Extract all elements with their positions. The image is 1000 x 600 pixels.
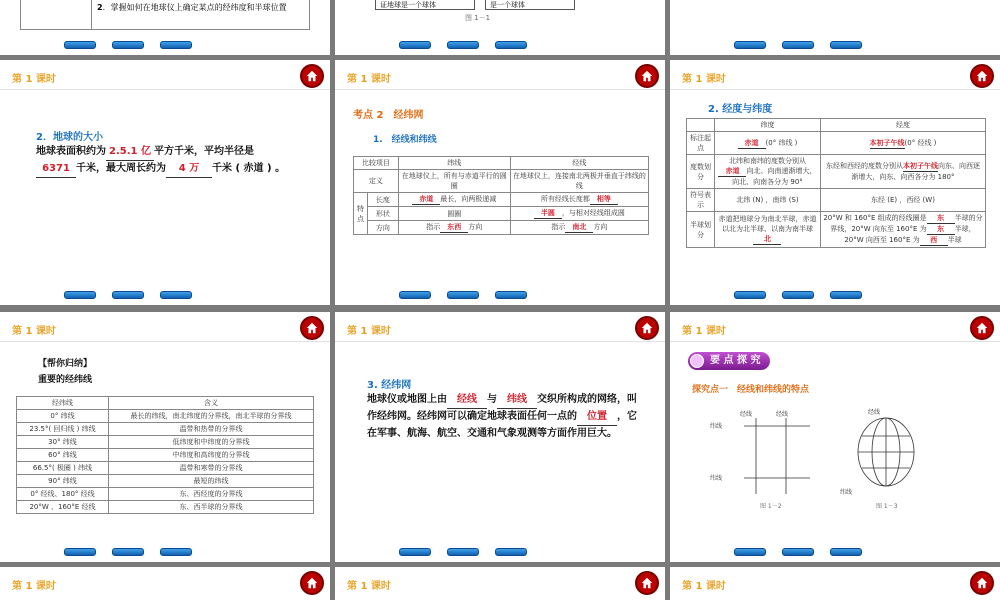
- return-button[interactable]: [830, 291, 862, 299]
- home-button[interactable]: [635, 316, 659, 340]
- home-icon: [305, 69, 319, 83]
- grid-paragraph: 地球仪或地图上由 经线 与 纬线 交织所构成的网络，叫作经纬网。经纬网可以确定地球表面任何一点的 位置 ，它在军事、航海、航空、交通和气象观测等方面作用巨大。: [367, 394, 637, 439]
- home-button[interactable]: [970, 64, 994, 88]
- next-button[interactable]: [112, 548, 144, 556]
- lesson-label: 第 1 课时: [682, 581, 726, 592]
- lesson-label: 第 1 课时: [682, 326, 726, 337]
- home-icon: [640, 321, 654, 335]
- table-row: 30° 纬线 低纬度和中纬度的分界线: [17, 436, 314, 449]
- fig1-lon-label-a: 经线: [740, 411, 753, 418]
- table-row: 0° 经线、180° 经线 东、西经度的分界线: [17, 488, 314, 501]
- home-button[interactable]: [300, 64, 324, 88]
- earth-size-text: 地球表面积约为 2.5.1 亿 平方千米，平均半径是 6371 千米，最大周长约为 4 万 千米 ( 赤道 ) 。: [36, 144, 306, 178]
- home-button[interactable]: [635, 64, 659, 88]
- answer-area: 2.5.1 亿: [106, 144, 154, 161]
- lesson-label: 第 1 课时: [682, 74, 726, 85]
- home-button[interactable]: [970, 571, 994, 595]
- slide-12[interactable]: [670, 567, 1000, 600]
- prev-button[interactable]: [734, 291, 766, 299]
- prev-button[interactable]: [64, 41, 96, 49]
- fig1-lat-label-b: 纬线: [710, 475, 723, 482]
- table-row: 20°W 、160°E 经线 东、西半球的分界线: [17, 501, 314, 514]
- slide-3[interactable]: [670, 0, 1000, 55]
- table-row: 60° 纬线 中纬度和高纬度的分界线: [17, 449, 314, 462]
- objective-text: ．掌握如何在地球仪上确定某点的经纬度和半球位置: [102, 3, 287, 12]
- nav-bar: [399, 41, 527, 49]
- home-icon: [305, 321, 319, 335]
- return-button[interactable]: [495, 291, 527, 299]
- home-icon: [640, 576, 654, 590]
- lesson-label: 第 1 课时: [12, 581, 56, 592]
- table-row: 66.5°( 极圈 ) 纬线 温带和寒带的分界线: [17, 462, 314, 475]
- slide-1[interactable]: [0, 0, 330, 55]
- lesson-label: 第 1 课时: [12, 74, 56, 85]
- grid-figures: [700, 404, 990, 514]
- figure-caption: 图 1－1: [465, 14, 491, 22]
- topic-subtitle: 探究点一 经线和纬线的特点: [692, 385, 810, 395]
- return-button[interactable]: [160, 548, 192, 556]
- slide-5[interactable]: [335, 60, 665, 305]
- home-button[interactable]: [970, 316, 994, 340]
- home-icon: [975, 69, 989, 83]
- next-button[interactable]: [447, 41, 479, 49]
- next-button[interactable]: [112, 41, 144, 49]
- return-button[interactable]: [495, 41, 527, 49]
- return-button[interactable]: [160, 41, 192, 49]
- answer-radius: 6371: [36, 161, 76, 178]
- nav-bar: [64, 41, 192, 49]
- figure-caption-1: 图 1－2: [760, 503, 782, 510]
- slide-10[interactable]: [0, 567, 330, 600]
- nav-bar: [399, 291, 527, 299]
- nav-bar: [734, 41, 862, 49]
- objective-number: 2: [97, 3, 103, 12]
- home-button[interactable]: [635, 571, 659, 595]
- return-button[interactable]: [495, 548, 527, 556]
- flow-box-2: 是一个球体: [485, 0, 575, 10]
- slide-11[interactable]: [335, 567, 665, 600]
- next-button[interactable]: [782, 548, 814, 556]
- prev-button[interactable]: [399, 548, 431, 556]
- slide-7[interactable]: [0, 312, 330, 562]
- section-title: 3. 经纬网: [367, 380, 412, 391]
- answer-circumference: 4 万: [166, 161, 212, 178]
- return-button[interactable]: [830, 548, 862, 556]
- slide-2[interactable]: [335, 0, 665, 55]
- next-button[interactable]: [782, 291, 814, 299]
- table-row: 90° 纬线 最短的纬线: [17, 475, 314, 488]
- important-lines-table: 经纬线 含义 0° 纬线 最长的纬线，南北纬度的分界线，南北半球的分界线 23.5°( 回归线 ) 纬线 温带和热带的分界线 30° 纬线 低纬度和中纬度的分界线 60° 纬线 中纬度和高纬度的分界线 66.5°( 极圈 ) 纬线 温带和寒带的分界线 90° 纬线 最短的纬线 0° 经线、180° 经线 东、西经度的分界线 20°W 、160°E 经线 东、西半球的分界线: [16, 396, 314, 514]
- flow-box-1: 证地球是一个球体: [375, 0, 475, 10]
- nav-bar: [64, 291, 192, 299]
- prev-button[interactable]: [734, 548, 766, 556]
- lesson-label: 第 1 课时: [347, 581, 391, 592]
- lesson-label: 第 1 课时: [347, 326, 391, 337]
- next-button[interactable]: [112, 291, 144, 299]
- prev-button[interactable]: [399, 41, 431, 49]
- sub-heading: 1. 经线和纬线: [373, 135, 437, 145]
- home-icon: [305, 576, 319, 590]
- fig2-lat-label: 纬线: [840, 489, 853, 496]
- home-icon: [640, 69, 654, 83]
- summary-title: 重要的经纬线: [38, 375, 93, 385]
- fig1-lat-label-a: 纬线: [710, 423, 723, 430]
- table-row: 23.5°( 回归线 ) 纬线 温带和热带的分界线: [17, 423, 314, 436]
- return-button[interactable]: [160, 291, 192, 299]
- degree-table: 纬度 经度 标注起点 赤道 (0° 纬线 ) 本初子午线(0° 经线 ) 度数划分 北纬和南纬的度数分别从赤道 向北、向南递渐增大，向北、向南各分为 90° 东经和西经的度数分别从本初子午线向东、向西逐渐增大，向东、向西各分为 180° 符号表示 北纬 (N) ，南纬 (S) 东经 (E) ，西经 (W) 半球划分 赤道把地球分为南北半球，赤道以北为北半球、以南为南半球 北 20°W 和 160°E 组成的经线圈是 东 半球的分界线，20°W 向东至 160°E 为 东 半球，20°W 向西至 160°E 为 西 半球: [686, 118, 986, 248]
- next-button[interactable]: [782, 41, 814, 49]
- home-icon: [975, 576, 989, 590]
- prev-button[interactable]: [734, 41, 766, 49]
- lat-lon-table: 比较项目 纬线 经线 定义 在地球仪上，所有与赤道平行的圆圈 在地球仪上，连接南北两极并垂直于纬线的线 特点 长度 赤道 最长，向两极递减 所有经线长度都 相等 形状 圆圈 半圆 ，与相对经线组成圆 方向 指示 东西 方向 指示 南北 方向: [353, 156, 649, 235]
- next-button[interactable]: [447, 548, 479, 556]
- badge-circle-icon: [690, 354, 704, 368]
- fig2-lon-label: 经线: [868, 409, 881, 416]
- home-icon: [975, 321, 989, 335]
- summary-label: 【帮你归纳】: [38, 359, 93, 369]
- figure-caption-2: 图 1－3: [876, 503, 898, 510]
- nav-bar: [64, 548, 192, 556]
- topic-heading: 考点 2 经纬网: [353, 110, 424, 121]
- key-points-badge: 要 点 探 究: [688, 352, 770, 370]
- table-row: 0° 纬线 最长的纬线，南北纬度的分界线，南北半球的分界线: [17, 410, 314, 423]
- nav-bar: [399, 548, 527, 556]
- section-title: 2. 经度与纬度: [708, 104, 773, 115]
- next-button[interactable]: [447, 291, 479, 299]
- section-title: 2．地球的大小: [36, 132, 103, 143]
- prev-button[interactable]: [64, 548, 96, 556]
- prev-button[interactable]: [64, 291, 96, 299]
- nav-bar: [734, 548, 862, 556]
- slide-4[interactable]: [0, 60, 330, 305]
- return-button[interactable]: [830, 41, 862, 49]
- nav-bar: [734, 291, 862, 299]
- lesson-label: 第 1 课时: [12, 326, 56, 337]
- fig1-lon-label-b: 经线: [776, 411, 789, 418]
- home-button[interactable]: [300, 316, 324, 340]
- slide-9[interactable]: [670, 312, 1000, 562]
- prev-button[interactable]: [399, 291, 431, 299]
- lesson-label: 第 1 课时: [347, 74, 391, 85]
- slide-8[interactable]: [335, 312, 665, 562]
- slide-6[interactable]: [670, 60, 1000, 305]
- home-button[interactable]: [300, 571, 324, 595]
